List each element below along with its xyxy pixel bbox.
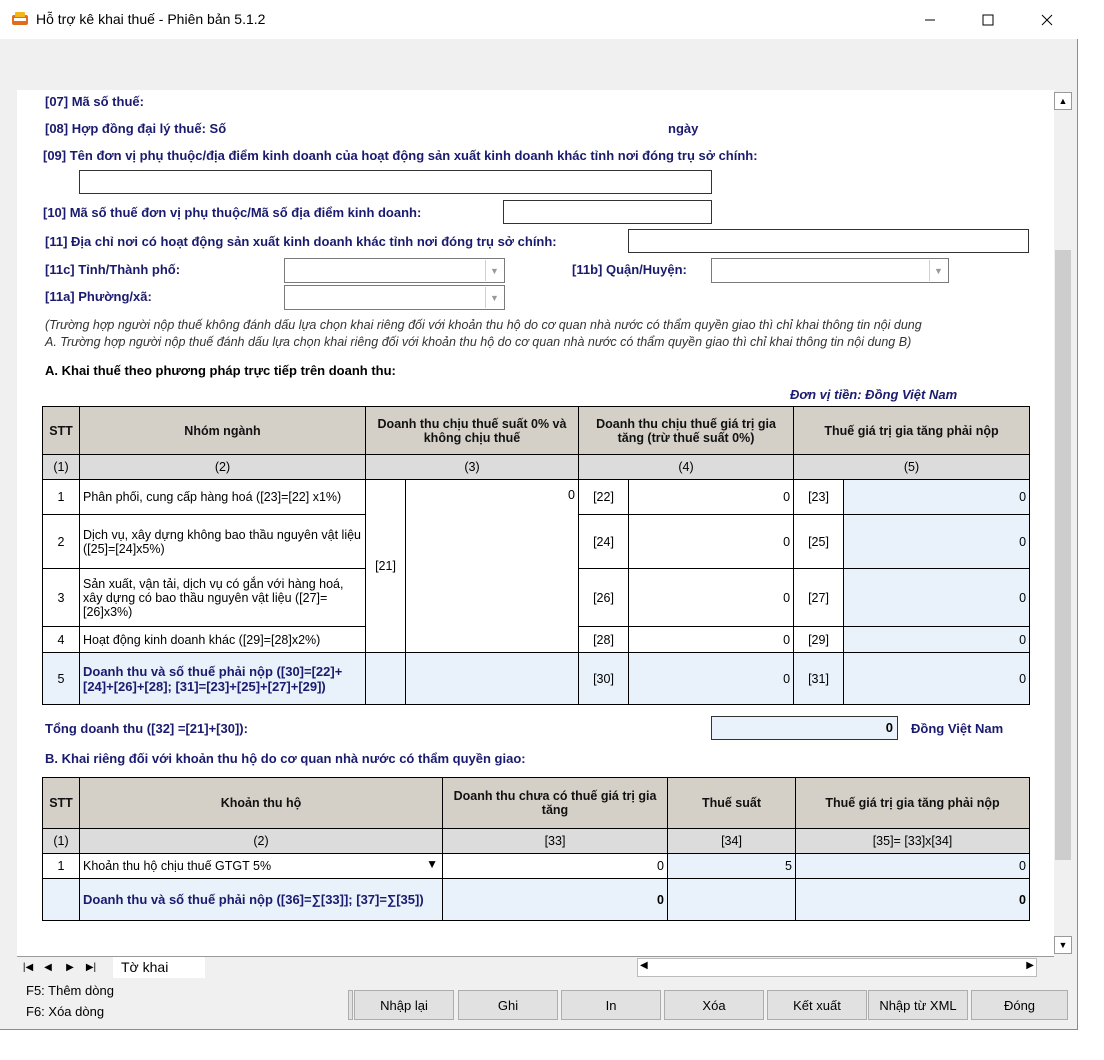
window-title: Hỗ trợ kê khai thuế - Phiên bản 5.1.2 (36, 11, 266, 27)
label-total-unit: Đồng Việt Nam (911, 721, 1004, 736)
business-address-input[interactable] (628, 229, 1029, 253)
label-branch-name: [09] Tên đơn vị phụ thuộc/địa điểm kinh doanh của hoạt động sản xuất kinh doanh khác tỉnh nơi đóng trụ sở chính: (43, 148, 758, 163)
code-cell: [31] (794, 653, 844, 705)
header-collection-item: Khoản thu hộ (80, 778, 443, 829)
title-bar (0, 0, 1078, 39)
index-cell: (5) (794, 455, 1030, 480)
vat-payable-value: 0 (844, 627, 1030, 653)
last-sheet-icon[interactable]: ▶| (85, 962, 97, 973)
code-cell: [25] (794, 515, 844, 569)
print-button[interactable]: In (561, 990, 661, 1020)
row-stt: 1 (43, 480, 80, 515)
label-ward: [11a] Phường/xã: (45, 289, 152, 304)
row-total-name: Doanh thu và số thuế phải nộp ([36]=∑[33]]; [37]=∑[35]) (80, 879, 443, 921)
header-vat-payable: Thuế giá trị gia tăng phải nộp (794, 407, 1030, 455)
code-cell: [27] (794, 569, 844, 627)
index-cell: (1) (43, 455, 80, 480)
revenue-vat-input[interactable]: 0 (629, 627, 794, 653)
tax-rate-value: 5 (668, 854, 796, 879)
index-cell: (2) (80, 829, 443, 854)
close-icon (1041, 14, 1053, 26)
table-total-row (43, 653, 1030, 705)
label-business-address: [11] Địa chỉ nơi có hoạt động sản xuất kinh doanh khác tỉnh nơi đóng trụ sở chính: (45, 234, 557, 249)
row-stt: 2 (43, 515, 80, 569)
ward-select[interactable] (284, 285, 505, 310)
scroll-down-icon[interactable]: ▼ (1054, 936, 1072, 954)
section-a-table (42, 406, 1030, 705)
prev-sheet-icon[interactable]: ◀ (44, 962, 52, 973)
export-button[interactable]: Kết xuất (767, 990, 867, 1020)
section-b-table (42, 777, 1030, 921)
province-select[interactable] (284, 258, 505, 283)
header-industry: Nhóm ngành (80, 407, 366, 455)
index-cell: [35]= [33]x[34] (796, 829, 1030, 854)
chevron-down-icon: ▼ (929, 260, 947, 281)
scroll-left-icon[interactable]: ◀ (640, 960, 648, 971)
total-vat-value: 0 (796, 879, 1030, 921)
instruction-note-line-2: A. Trường hợp người nộp thuế đánh dấu lựa chọn khai riêng đối với khoản thu hộ do cơ quan nhà nước có thẩm quyền giao thì chỉ khai thông tin nội dung B) (45, 335, 912, 349)
index-cell: [33] (443, 829, 668, 854)
header-stt: STT (43, 407, 80, 455)
revenue-excl-vat-input[interactable]: 0 (443, 854, 668, 879)
row-total-name: Doanh thu và số thuế phải nộp ([30]=[22]+[24]+[26]+[28]; [31]=[23]+[25]+[27]+[29]) (80, 653, 366, 705)
code-cell: [26] (579, 569, 629, 627)
delete-button[interactable]: Xóa (664, 990, 764, 1020)
minimize-button[interactable] (901, 0, 959, 39)
label-total-revenue: Tổng doanh thu ([32] =[21]+[30]): (45, 721, 248, 736)
header-tax-rate: Thuế suất (668, 778, 796, 829)
label-province: [11c] Tỉnh/Thành phố: (45, 262, 181, 277)
vat-payable-value: 0 (844, 480, 1030, 515)
reset-button[interactable]: Nhập lại (354, 990, 454, 1020)
total-revenue-value: 0 (443, 879, 668, 921)
row-stt: 3 (43, 569, 80, 627)
declaration-form (17, 90, 1054, 956)
total-revenue-value: 0 (629, 653, 794, 705)
index-cell: (2) (80, 455, 366, 480)
hint-add-row: F5: Thêm dòng (26, 983, 114, 998)
label-agent-contract: [08] Hợp đồng đại lý thuế: Số (45, 121, 227, 136)
row-industry-name: Sản xuất, vận tải, dịch vụ có gắn với hàng hoá, xây dựng có bao thầu nguyên vật liệu ([27]=[26]x3%) (80, 569, 366, 627)
total-revenue-field: 0 (711, 716, 898, 740)
row-stt: 1 (43, 854, 80, 879)
row-industry-name: Dịch vụ, xây dựng không bao thầu nguyên vật liệu ([25]=[24]x5%) (80, 515, 366, 569)
app-logo-icon (11, 11, 29, 27)
sheet-tab-bar (17, 956, 1054, 978)
row-industry-name: Phân phối, cung cấp hàng hoá ([23]=[22] x1%) (80, 480, 366, 515)
row-industry-name: Hoạt động kinh doanh khác ([29]=[28]x2%) (80, 627, 366, 653)
index-cell: (4) (579, 455, 794, 480)
vertical-scrollbar[interactable] (1054, 90, 1072, 956)
first-sheet-icon[interactable]: |◀ (22, 962, 34, 973)
code-cell: [29] (794, 627, 844, 653)
close-button[interactable] (1018, 0, 1076, 39)
table-row (43, 480, 1030, 515)
total-vat-value: 0 (844, 653, 1030, 705)
header-revenue-zero-rate: Doanh thu chịu thuế suất 0% và không chịu thuế (366, 407, 579, 455)
close-form-button[interactable]: Đóng (971, 990, 1068, 1020)
empty-cell (406, 653, 579, 705)
row-stt: 5 (43, 653, 80, 705)
code-cell: [30] (579, 653, 629, 705)
scrollbar-thumb[interactable] (1055, 250, 1071, 860)
row-stt: 4 (43, 627, 80, 653)
chevron-down-icon: ▼ (485, 287, 503, 308)
scroll-right-icon[interactable]: ▶ (1026, 960, 1034, 971)
hint-delete-row: F6: Xóa dòng (26, 1004, 105, 1019)
revenue-vat-input[interactable]: 0 (629, 569, 794, 627)
save-button[interactable]: Ghi (458, 990, 558, 1020)
vat-payable-value: 0 (796, 854, 1030, 879)
header-vat-payable: Thuế giá trị gia tăng phải nộp (796, 778, 1030, 829)
index-cell: (1) (43, 829, 80, 854)
tab-declaration[interactable]: Tờ khai (113, 957, 205, 978)
index-cell: [34] (668, 829, 796, 854)
vat-payable-value: 0 (844, 515, 1030, 569)
vat-payable-value: 0 (844, 569, 1030, 627)
horizontal-scrollbar[interactable] (637, 958, 1037, 977)
maximize-icon (982, 14, 994, 26)
index-cell: (3) (366, 455, 579, 480)
import-xml-button[interactable]: Nhập từ XML (868, 990, 968, 1020)
revenue-zero-rate-input[interactable]: 0 (406, 480, 579, 653)
header-revenue-excl-vat: Doanh thu chưa có thuế giá trị gia tăng (443, 778, 668, 829)
code-cell: [22] (579, 480, 629, 515)
label-branch-tax-code: [10] Mã số thuế đơn vị phụ thuộc/Mã số địa điểm kinh doanh: (43, 205, 422, 220)
code-cell: [28] (579, 627, 629, 653)
minimize-icon (924, 14, 936, 26)
section-b-title: B. Khai riêng đối với khoản thu hộ do cơ quan nhà nước có thẩm quyền giao: (45, 751, 526, 766)
code-cell: [23] (794, 480, 844, 515)
label-district: [11b] Quận/Huyện: (572, 262, 687, 277)
label-tax-code: [07] Mã số thuế: (45, 94, 144, 109)
collection-item-label: Khoản thu hộ chịu thuế GTGT 5% (83, 859, 272, 873)
currency-note: Đơn vị tiền: Đồng Việt Nam (790, 387, 958, 402)
revenue-vat-input[interactable]: 0 (629, 515, 794, 569)
chevron-down-icon: ▼ (485, 260, 503, 281)
district-select[interactable] (711, 258, 949, 283)
maximize-button[interactable] (959, 0, 1017, 39)
dropdown-arrow-icon[interactable]: ▼ (426, 857, 438, 871)
instruction-note-line-1: (Trường hợp người nộp thuế không đánh dấu lựa chọn khai riêng đối với khoản thu hộ do cơ quan nhà nước có thẩm quyền giao thì chỉ khai thông tin nội dung (45, 318, 922, 332)
collection-item-select[interactable] (80, 854, 443, 879)
code-21: [21] (366, 480, 406, 653)
empty-cell (668, 879, 796, 921)
scroll-up-icon[interactable]: ▲ (1054, 92, 1072, 110)
branch-tax-code-input[interactable] (503, 200, 712, 224)
revenue-vat-input[interactable]: 0 (629, 480, 794, 515)
table-total-row (43, 879, 1030, 921)
section-a-title: A. Khai thuế theo phương pháp trực tiếp trên doanh thu: (45, 363, 396, 378)
empty-cell (43, 879, 80, 921)
button-edge (348, 990, 353, 1020)
label-contract-date: ngày (668, 121, 699, 136)
header-revenue-vat: Doanh thu chịu thuế giá trị gia tăng (trừ thuế suất 0%) (579, 407, 794, 455)
table-row (43, 854, 1030, 879)
header-stt: STT (43, 778, 80, 829)
empty-cell (366, 653, 406, 705)
next-sheet-icon[interactable]: ▶ (66, 962, 74, 973)
code-cell: [24] (579, 515, 629, 569)
branch-name-input[interactable] (79, 170, 712, 194)
